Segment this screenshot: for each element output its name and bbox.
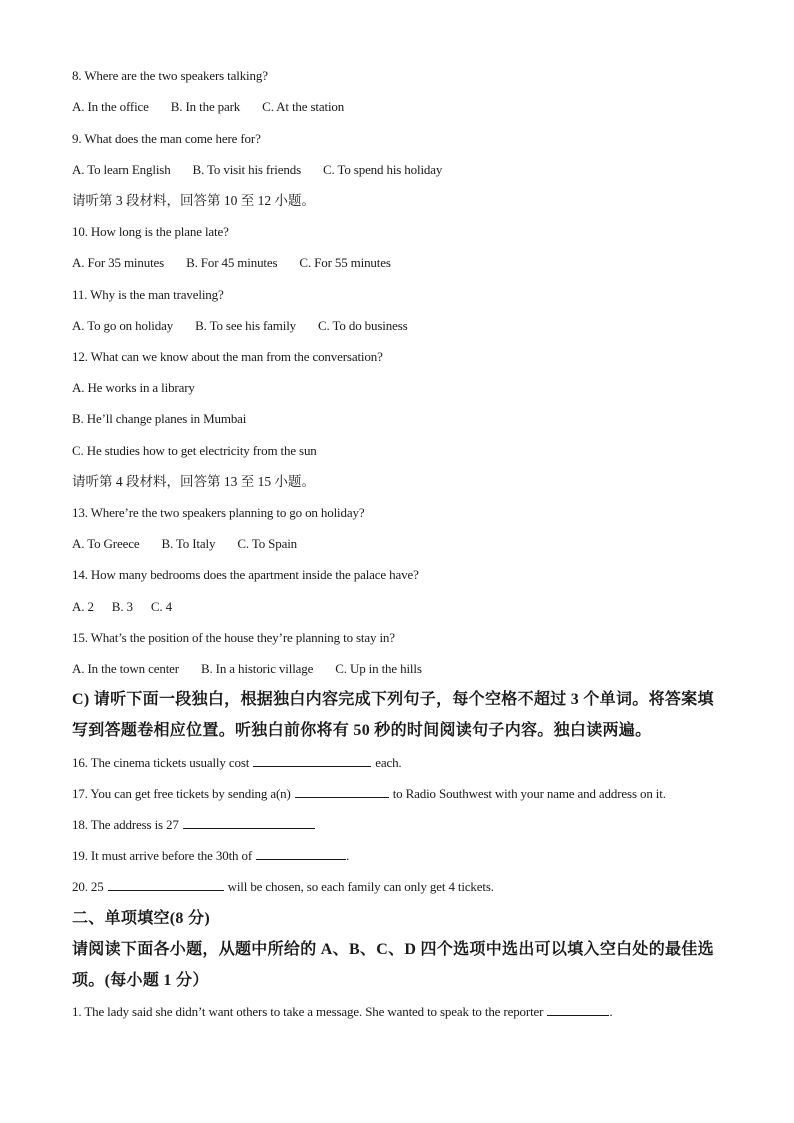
option-c: C. For 55 minutes [299, 255, 391, 270]
option-c: C. Up in the hills [335, 661, 422, 676]
option-c: C. At the station [262, 99, 345, 114]
option-a: A. To Greece [72, 536, 140, 551]
question-8: 8. Where are the two speakers talking? [72, 68, 268, 83]
multiple-choice-1-tail: . [609, 1004, 613, 1019]
question-13: 13. Where’re the two speakers planning to go on holiday? [72, 505, 365, 520]
question-17 [72, 786, 666, 802]
part-2-instruction-line-1: 请阅读下面各小题，从题中所给的 A、B、C、D 四个选项中选出可以填入空白处的最佳选 [72, 941, 714, 958]
question-11: 11. Why is the man traveling? [72, 287, 224, 302]
question-19-text: 19. It must arrive before the 30th of [72, 848, 253, 863]
question-12: 12. What can we know about the man from the conversation? [72, 349, 383, 364]
option-b: B. 3 [111, 599, 133, 614]
part-2-title: 二、单项填空(8 分) [72, 910, 210, 927]
multiple-choice-1-text: 1. The lady said she didn’t want others to take a message. She wanted to speak to the reporter [72, 1004, 544, 1019]
question-17-tail: to Radio Southwest with your name and address on it. [392, 786, 666, 801]
question-17-text: 17. You can get free tickets by sending a(n) [72, 786, 291, 801]
answer-blank[interactable] [295, 786, 389, 798]
question-20-tail: will be chosen, so each family can only get 4 tickets. [227, 879, 494, 894]
option-a: A. In the office [72, 99, 149, 114]
section-3-instruction: 请听第 3 段材料，回答第 10 至 12 小题。 [72, 193, 315, 208]
part-2-instruction-line-2: 项。(每小题 1 分） [72, 972, 209, 989]
question-10-options [72, 255, 413, 271]
question-16-tail: each. [375, 755, 402, 770]
question-16-text: 16. The cinema tickets usually cost [72, 755, 250, 770]
answer-blank[interactable] [253, 755, 371, 767]
question-16 [72, 755, 402, 771]
option-b: B. To visit his friends [192, 162, 301, 177]
option-c: C. To spend his holiday [322, 162, 443, 177]
question-12-option-b: B. He’ll change planes in Mumbai [72, 411, 247, 426]
question-18 [72, 817, 319, 833]
answer-blank[interactable] [547, 1004, 609, 1016]
option-b: B. In a historic village [200, 661, 314, 676]
option-b: B. In the park [170, 99, 241, 114]
option-a: A. For 35 minutes [72, 255, 165, 270]
question-20 [72, 879, 494, 895]
option-b: B. To see his family [195, 318, 297, 333]
part-c-instruction-line-2: 写到答题卷相应位置。听独白前你将有 50 秒的时间阅读句子内容。独白读两遍。 [72, 722, 652, 739]
question-8-options [72, 99, 366, 115]
question-20-text: 20. 25 [72, 879, 104, 894]
question-14: 14. How many bedrooms does the apartment inside the palace have? [72, 567, 419, 582]
question-11-options [72, 318, 430, 334]
option-a: A. 2 [72, 599, 94, 614]
option-c: C. To Spain [237, 536, 298, 551]
question-18-text: 18. The address is 27 [72, 817, 179, 832]
question-15-options [72, 661, 444, 677]
option-a: A. To learn English [72, 162, 171, 177]
multiple-choice-1 [72, 1004, 612, 1020]
question-19 [72, 848, 349, 864]
option-a: A. To go on holiday [72, 318, 174, 333]
option-c: C. 4 [150, 599, 172, 614]
part-c-instruction-line-1: C) 请听下面一段独白，根据独白内容完成下列句子，每个空格不超过 3 个单词。将答案填 [72, 691, 714, 708]
question-15: 15. What’s the position of the house they’re planning to stay in? [72, 630, 395, 645]
question-12-option-a: A. He works in a library [72, 380, 195, 395]
question-19-tail: . [346, 848, 350, 863]
question-9: 9. What does the man come here for? [72, 131, 261, 146]
option-a: A. In the town center [72, 661, 179, 676]
answer-blank[interactable] [108, 879, 224, 891]
option-c: C. To do business [318, 318, 408, 333]
option-b: B. For 45 minutes [186, 255, 278, 270]
answer-blank[interactable] [183, 817, 315, 829]
question-14-options [72, 599, 194, 615]
option-b: B. To Italy [161, 536, 216, 551]
section-4-instruction: 请听第 4 段材料，回答第 13 至 15 小题。 [72, 474, 315, 489]
question-13-options [72, 536, 319, 552]
question-9-options [72, 162, 464, 178]
question-12-option-c: C. He studies how to get electricity from the sun [72, 443, 317, 458]
answer-blank[interactable] [256, 848, 346, 860]
question-10: 10. How long is the plane late? [72, 224, 229, 239]
